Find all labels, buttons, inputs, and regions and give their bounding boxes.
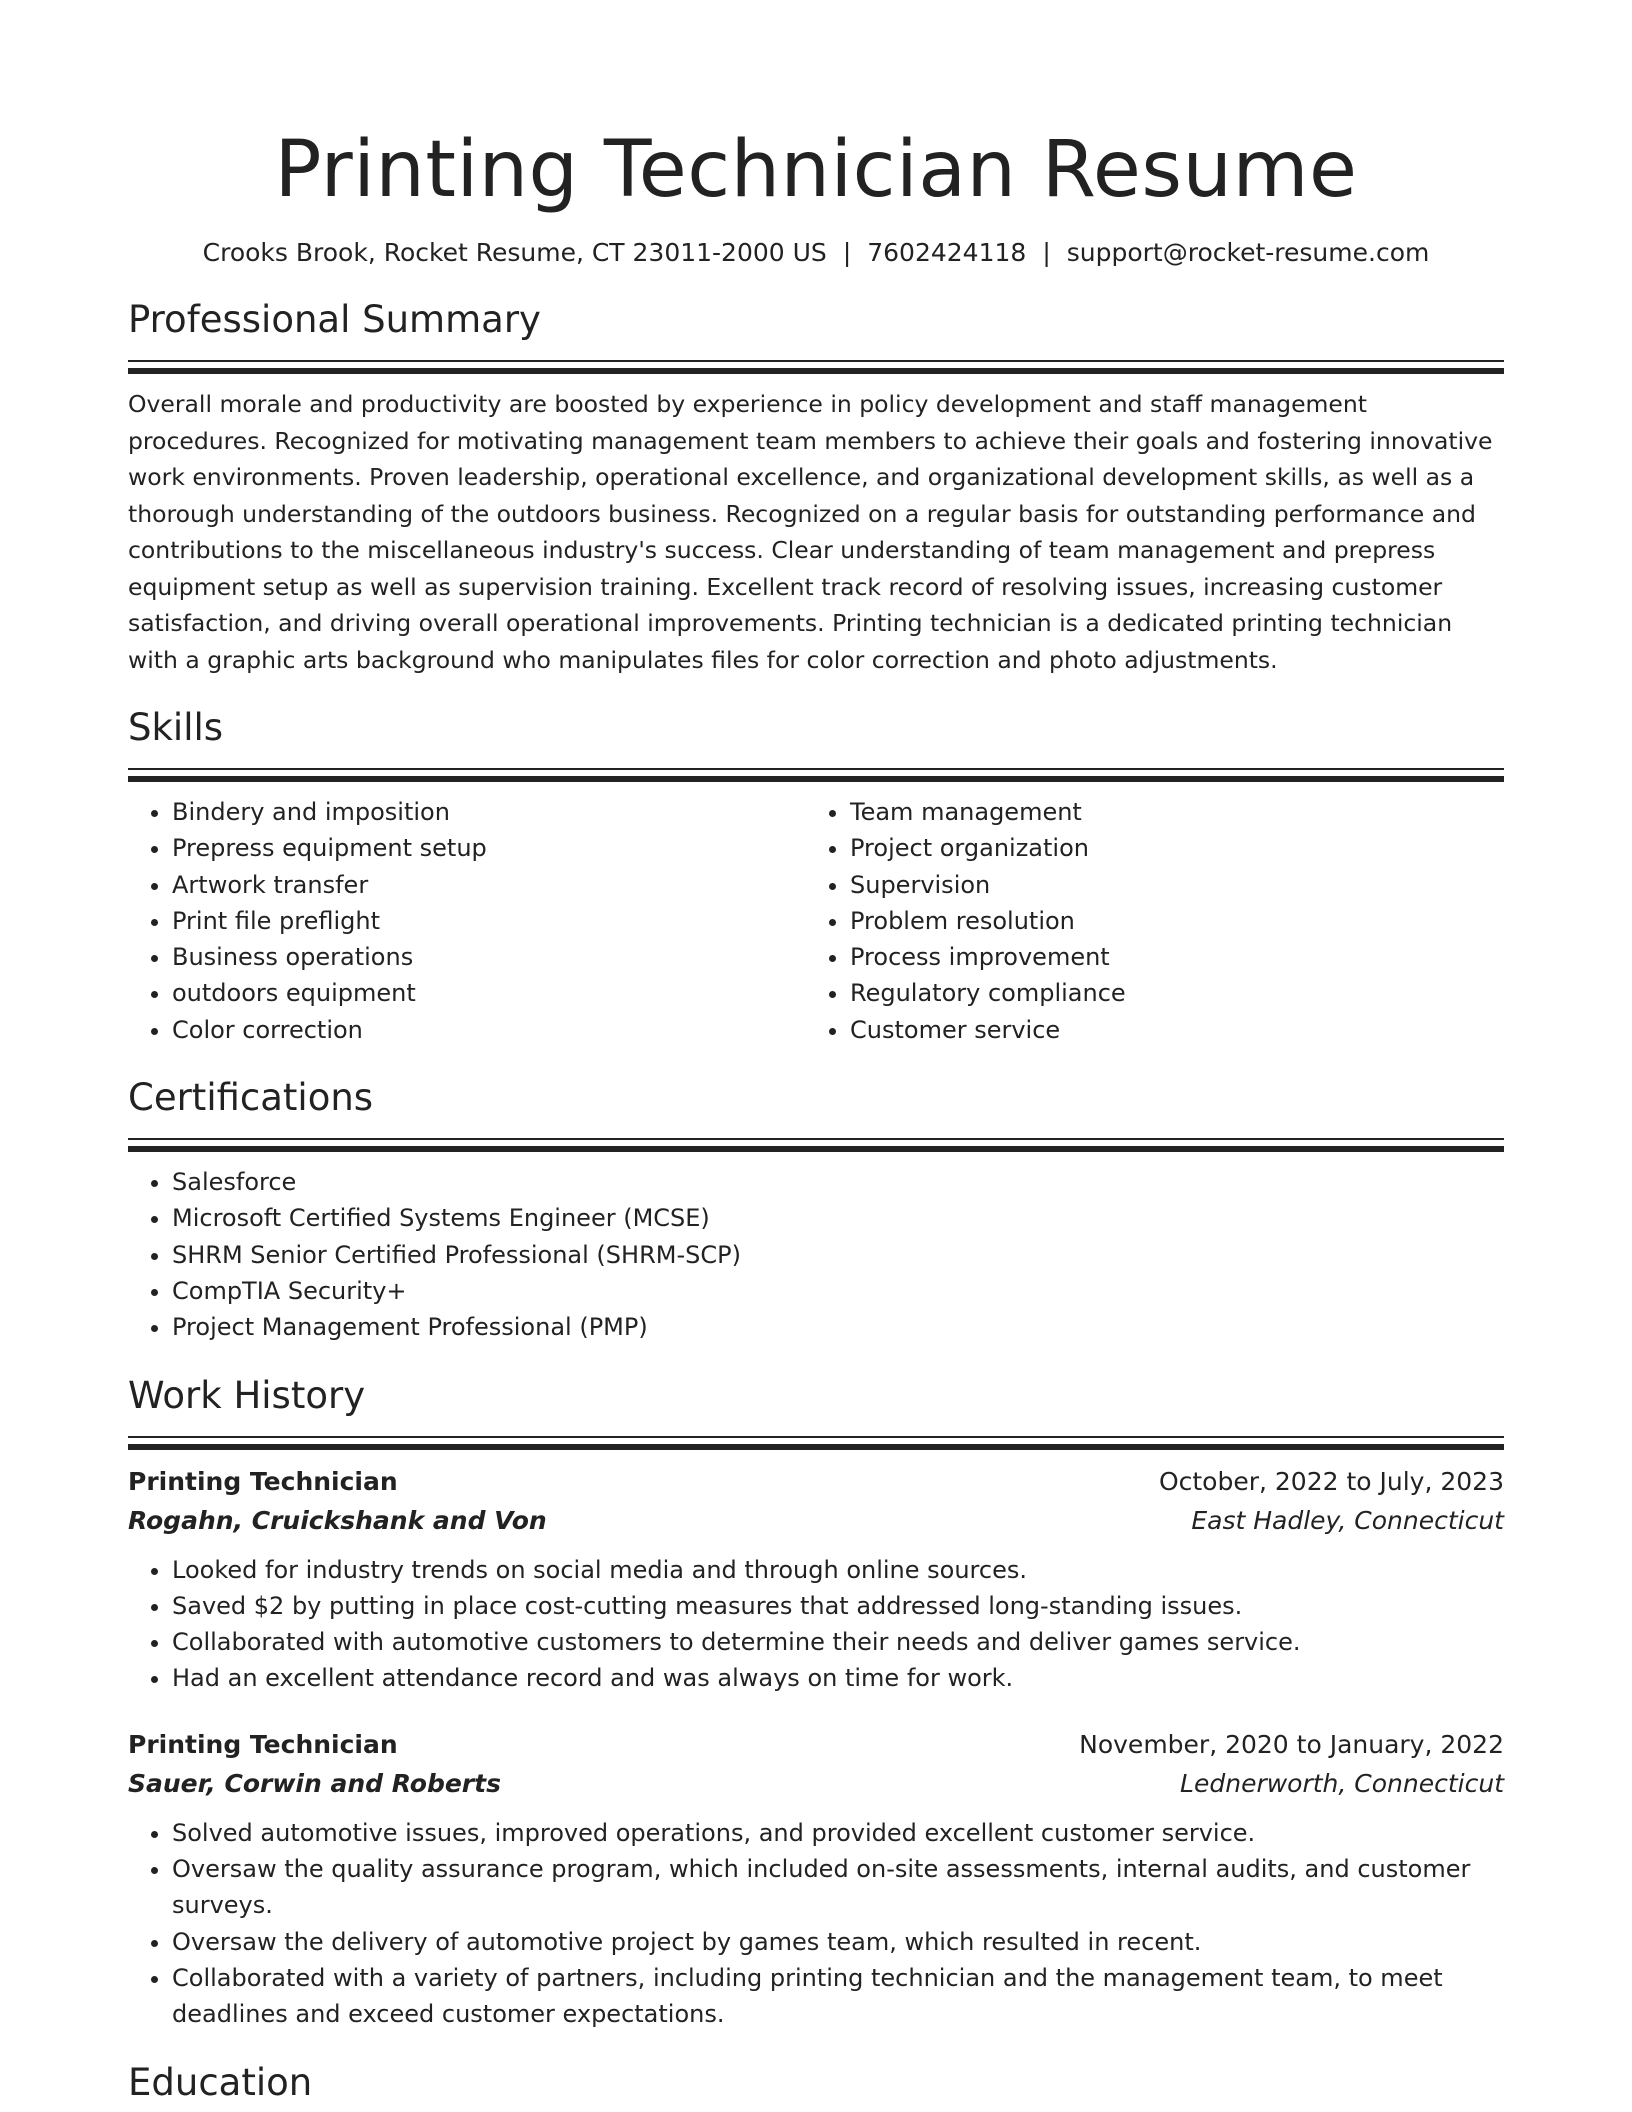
section-divider [128,1138,1504,1152]
section-heading-education: Education [128,2060,313,2104]
skill-item: • Business operations [172,939,806,975]
contact-email: support@rocket-resume.com [1066,238,1430,267]
section-divider [128,360,1504,374]
contact-phone: 7602424118 [867,238,1027,267]
skill-item: • Team management [850,794,1484,830]
job-bullet: • Looked for industry trends on social media and through online sources. [172,1552,1504,1588]
section-divider [128,768,1504,782]
certification-item: • Salesforce [172,1164,1504,1200]
certifications-list [128,1164,1504,1345]
certifications-section [128,1074,1504,1345]
skill-item: • Supervision [850,867,1484,903]
contact-address: Crooks Brook, Rocket Resume, CT 23011-2000 US [202,238,827,267]
job-title: Printing Technician [128,1466,398,1496]
skill-item: • Project organization [850,830,1484,866]
skills-section [128,704,1504,1048]
certification-item: • Project Management Professional (PMP) [172,1309,1504,1345]
certification-item: • SHRM Senior Certified Professional (SHRM-SCP) [172,1237,1504,1273]
job-subheader [128,1765,1504,1803]
contact-separator: | [1042,238,1051,267]
job-subheader [128,1502,1504,1540]
skill-item: • Bindery and imposition [172,794,806,830]
job-entry [128,1725,1504,2033]
education-section [128,2059,1504,2107]
skill-item: • Regulatory compliance [850,975,1484,1011]
certification-item: • Microsoft Certified Systems Engineer (MCSE) [172,1200,1504,1236]
skills-list-left [128,794,806,1048]
job-title: Printing Technician [128,1729,398,1759]
job-header [128,1725,1504,1765]
section-heading-summary: Professional Summary [128,298,541,341]
skills-list-right [806,794,1484,1048]
job-bullet: • Oversaw the delivery of automotive project by games team, which resulted in recent. [172,1924,1504,1960]
job-dates: October, 2022 to July, 2023 [1158,1466,1504,1496]
job-entry [128,1462,1504,1697]
summary-text: Overall morale and productivity are boosted by experience in policy development and staff management procedures. Recognized for motivating management team members to achieve their goals and fostering innovative work environments. Proven leadership, operational excellence, and organizational development skills, as well as a thorough understanding of the outdoors business. Recognized on a regular basis for outstanding performance and contributions to the miscellaneous industry's success. Clear understanding of team management and prepress equipment setup as well as supervision training. Excellent track record of resolving issues, increasing customer satisfaction, and driving overall operational improvements. Printing technician is a dedicated printing technician with a graphic arts background who manipulates files for color correction and photo adjustments. [128,390,1493,674]
job-dates: November, 2020 to January, 2022 [1079,1729,1504,1759]
contact-line [128,236,1504,270]
skill-item: • Process improvement [850,939,1484,975]
contact-separator: | [842,238,852,267]
job-company: Rogahn, Cruickshank and Von [128,1505,547,1535]
job-bullet: • Collaborated with automotive customers to determine their needs and deliver games service. [172,1624,1504,1660]
job-bullet: • Collaborated with a variety of partners, including printing technician and the management team, to meet deadlines and exceed customer expectations. [172,1960,1504,2033]
section-heading-work-history: Work History [128,1373,366,1417]
job-bullet: • Solved automotive issues, improved operations, and provided excellent customer service. [172,1815,1504,1851]
job-bullet: • Saved $2 by putting in place cost-cutting measures that addressed long-standing issues. [172,1588,1504,1624]
section-heading-skills: Skills [128,706,224,749]
job-bullet-list [128,1552,1504,1697]
skill-item: • Artwork transfer [172,867,806,903]
resume-title: Printing Technician Resume [274,125,1358,215]
certification-item: • CompTIA Security+ [172,1273,1504,1309]
skills-column-left [128,794,806,1048]
job-location: East Hadley, Connecticut [1191,1505,1504,1535]
skill-item: • outdoors equipment [172,975,806,1011]
skill-item: • Prepress equipment setup [172,830,806,866]
job-bullet: • Oversaw the quality assurance program, which included on-site assessments, internal audits, and customer surveys. [172,1851,1504,1924]
job-bullet-list [128,1815,1504,2033]
skill-item: • Problem resolution [850,903,1484,939]
section-divider [128,1436,1504,1450]
job-header [128,1462,1504,1502]
skill-item: • Print file preflight [172,903,806,939]
skills-grid [128,794,1504,1048]
job-location: Lednerworth, Connecticut [1180,1768,1504,1798]
professional-summary-section [128,296,1504,678]
section-heading-certifications: Certifications [128,1076,374,1120]
work-history-section [128,1372,1504,2033]
skill-item: • Customer service [850,1012,1484,1048]
skills-column-right [806,794,1484,1048]
job-bullet: • Had an excellent attendance record and was always on time for work. [172,1660,1504,1696]
resume-page [128,0,1504,2107]
skill-item: • Color correction [172,1012,806,1048]
job-company: Sauer, Corwin and Roberts [128,1768,501,1798]
